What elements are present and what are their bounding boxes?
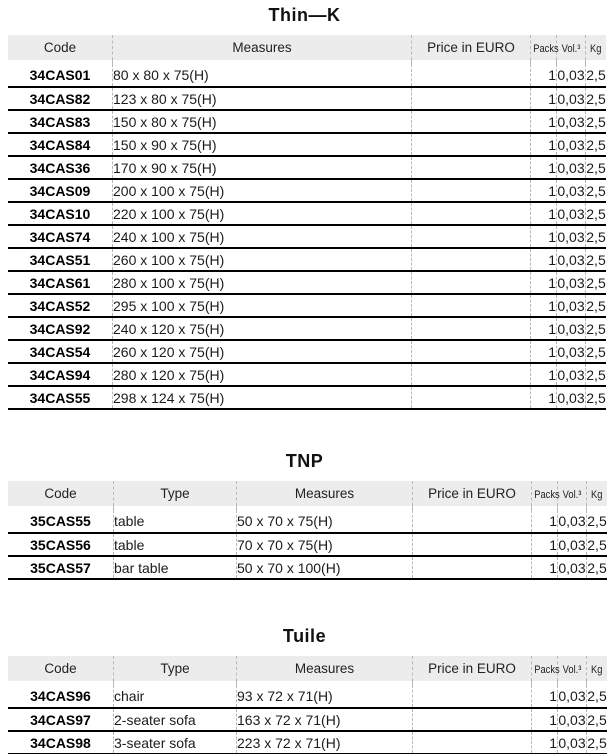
packs-cell: 1	[531, 202, 557, 225]
kg-cell: 2,5	[586, 156, 607, 179]
code-cell: 34CAS74	[8, 225, 113, 248]
measures-cell: 260 x 100 x 75(H)	[113, 248, 412, 271]
kg-column-header	[587, 656, 608, 681]
price-cell	[412, 64, 531, 87]
vol-column-header-label: Vol.³	[562, 664, 582, 676]
packs-column-header	[532, 656, 558, 681]
kg-cell: 2,5	[587, 510, 608, 533]
measures-cell: 50 x 70 x 100(H)	[237, 556, 413, 579]
vol-cell: 0,03	[558, 708, 587, 731]
table-row	[8, 363, 606, 386]
table-body	[8, 506, 607, 579]
code-cell: 34CAS61	[8, 271, 113, 294]
header-row	[8, 656, 607, 681]
price-cell	[412, 317, 531, 340]
packs-column-header-label: Packs	[534, 489, 560, 501]
packs-column-header	[532, 481, 558, 506]
measures-cell: 163 x 72 x 71(H)	[237, 708, 413, 731]
code-cell: 34CAS83	[8, 110, 113, 133]
measures-cell: 170 x 90 x 75(H)	[113, 156, 412, 179]
kg-cell: 2,5	[586, 271, 607, 294]
price-cell	[413, 731, 532, 754]
packs-cell: 1	[531, 64, 557, 87]
table-row	[8, 317, 606, 340]
kg-column-header-label: Kg	[591, 489, 603, 501]
measures-cell: 280 x 100 x 75(H)	[113, 271, 412, 294]
measures-column-header: Measures	[237, 656, 413, 681]
kg-column-header	[587, 481, 608, 506]
kg-cell: 2,5	[587, 731, 608, 754]
packs-cell: 1	[531, 179, 557, 202]
kg-cell: 2,5	[586, 133, 607, 156]
table-header	[8, 481, 607, 506]
measures-cell: 200 x 100 x 75(H)	[113, 179, 412, 202]
packs-cell: 1	[531, 340, 557, 363]
kg-cell: 2,5	[586, 64, 607, 87]
kg-cell: 2,5	[586, 363, 607, 386]
table-row	[8, 510, 607, 533]
packs-cell: 1	[531, 156, 557, 179]
table-row	[8, 225, 606, 248]
table-body	[8, 681, 607, 754]
measures-cell: 123 x 80 x 75(H)	[113, 87, 412, 110]
packs-cell: 1	[531, 317, 557, 340]
code-cell: 34CAS10	[8, 202, 113, 225]
product-table	[8, 481, 607, 580]
packs-cell: 1	[531, 110, 557, 133]
price-cell	[413, 685, 532, 708]
code-cell: 34CAS98	[8, 731, 114, 754]
measures-cell: 220 x 100 x 75(H)	[113, 202, 412, 225]
table-row	[8, 340, 606, 363]
price-cell	[413, 510, 532, 533]
vol-cell: 0,03	[557, 386, 586, 409]
vol-cell: 0,03	[557, 271, 586, 294]
price-cell	[413, 533, 532, 556]
packs-cell: 1	[532, 731, 558, 754]
code-cell: 34CAS92	[8, 317, 113, 340]
vol-column-header-label: Vol.³	[561, 43, 581, 55]
table-row	[8, 110, 606, 133]
price-cell	[412, 179, 531, 202]
price-cell	[413, 556, 532, 579]
measures-cell: 295 x 100 x 75(H)	[113, 294, 412, 317]
packs-cell: 1	[531, 271, 557, 294]
measures-cell: 223 x 72 x 71(H)	[237, 731, 413, 754]
section-title: TNP	[285, 451, 324, 471]
kg-cell: 2,5	[586, 179, 607, 202]
kg-cell: 2,5	[586, 317, 607, 340]
packs-cell: 1	[532, 556, 558, 579]
table-row	[8, 133, 606, 156]
code-cell: 34CAS84	[8, 133, 113, 156]
code-cell: 35CAS57	[8, 556, 114, 579]
price-column-header: Price in EURO	[412, 35, 531, 60]
table-row	[8, 731, 607, 754]
type-cell: table	[114, 533, 237, 556]
kg-cell: 2,5	[586, 202, 607, 225]
vol-cell: 0,03	[558, 556, 587, 579]
vol-cell: 0,03	[558, 685, 587, 708]
vol-cell: 0,03	[557, 317, 586, 340]
section-title: Thin—K	[268, 5, 341, 25]
price-column-header: Price in EURO	[413, 481, 532, 506]
code-cell: 34CAS36	[8, 156, 113, 179]
vol-cell: 0,03	[557, 156, 586, 179]
price-cell	[412, 340, 531, 363]
type-cell: 2-seater sofa	[114, 708, 237, 731]
vol-cell: 0,03	[557, 225, 586, 248]
vol-column-header-label: Vol.³	[562, 489, 582, 501]
kg-cell: 2,5	[586, 225, 607, 248]
vol-cell: 0,03	[558, 533, 587, 556]
code-cell: 34CAS96	[8, 685, 114, 708]
vol-column-header	[557, 35, 586, 60]
code-column-header: Code	[44, 661, 77, 676]
table-row	[8, 87, 606, 110]
code-cell: 34CAS55	[8, 386, 113, 409]
vol-cell: 0,03	[557, 133, 586, 156]
table-row	[8, 248, 606, 271]
kg-cell: 2,5	[587, 685, 608, 708]
measures-cell: 240 x 100 x 75(H)	[113, 225, 412, 248]
section-title: Tuile	[282, 626, 327, 646]
packs-cell: 1	[531, 225, 557, 248]
kg-cell: 2,5	[586, 386, 607, 409]
table-row	[8, 202, 606, 225]
measures-cell: 280 x 120 x 75(H)	[113, 363, 412, 386]
measures-column-header: Measures	[113, 35, 412, 60]
table-row	[8, 179, 606, 202]
measures-cell: 260 x 120 x 75(H)	[113, 340, 412, 363]
vol-cell: 0,03	[557, 64, 586, 87]
kg-cell: 2,5	[586, 294, 607, 317]
vol-cell: 0,03	[557, 202, 586, 225]
price-cell	[412, 294, 531, 317]
code-cell: 34CAS94	[8, 363, 113, 386]
packs-column-header-label: Packs	[534, 664, 560, 676]
code-cell: 35CAS56	[8, 533, 114, 556]
code-cell: 34CAS52	[8, 294, 113, 317]
kg-column-header	[586, 35, 607, 60]
price-cell	[412, 202, 531, 225]
packs-cell: 1	[531, 386, 557, 409]
code-cell: 34CAS97	[8, 708, 114, 731]
measures-cell: 150 x 80 x 75(H)	[113, 110, 412, 133]
price-cell	[412, 248, 531, 271]
vol-cell: 0,03	[557, 179, 586, 202]
code-cell: 34CAS01	[8, 64, 113, 87]
vol-cell: 0,03	[557, 248, 586, 271]
code-cell: 34CAS09	[8, 179, 113, 202]
price-column-header: Price in EURO	[413, 656, 532, 681]
price-cell	[412, 87, 531, 110]
section-tnp	[0, 410, 609, 580]
vol-cell: 0,03	[557, 294, 586, 317]
measures-cell: 93 x 72 x 71(H)	[237, 685, 413, 708]
table-row	[8, 685, 607, 708]
price-cell	[412, 386, 531, 409]
table-row	[8, 708, 607, 731]
table-row	[8, 294, 606, 317]
packs-cell: 1	[531, 363, 557, 386]
packs-cell: 1	[532, 708, 558, 731]
packs-cell: 1	[531, 248, 557, 271]
measures-column-header: Measures	[237, 481, 413, 506]
table-row	[8, 386, 606, 409]
type-cell: chair	[114, 685, 237, 708]
packs-cell: 1	[531, 133, 557, 156]
measures-cell: 150 x 90 x 75(H)	[113, 133, 412, 156]
kg-cell: 2,5	[586, 110, 607, 133]
header-row	[8, 35, 606, 60]
price-cell	[412, 225, 531, 248]
price-cell	[412, 133, 531, 156]
table-row	[8, 156, 606, 179]
kg-cell: 2,5	[587, 708, 608, 731]
kg-cell: 2,5	[586, 248, 607, 271]
product-table	[8, 656, 607, 754]
kg-cell: 2,5	[587, 533, 608, 556]
vol-cell: 0,03	[557, 363, 586, 386]
table-header	[8, 35, 606, 60]
vol-cell: 0,03	[558, 510, 587, 533]
kg-cell: 2,5	[586, 87, 607, 110]
packs-cell: 1	[532, 685, 558, 708]
measures-cell: 298 x 124 x 75(H)	[113, 386, 412, 409]
kg-cell: 2,5	[587, 556, 608, 579]
type-cell: bar table	[114, 556, 237, 579]
header-row	[8, 481, 607, 506]
code-column-header: Code	[44, 486, 77, 501]
vol-column-header	[558, 656, 587, 681]
table-body	[8, 60, 606, 409]
vol-cell: 0,03	[557, 110, 586, 133]
code-column-header: Code	[43, 40, 77, 55]
table-header	[8, 656, 607, 681]
measures-cell: 240 x 120 x 75(H)	[113, 317, 412, 340]
packs-column-header	[531, 35, 557, 60]
vol-cell: 0,03	[557, 87, 586, 110]
packs-cell: 1	[531, 87, 557, 110]
kg-column-header-label: Kg	[590, 43, 602, 55]
vol-cell: 0,03	[558, 731, 587, 754]
table-row	[8, 64, 606, 87]
type-cell: 3-seater sofa	[114, 731, 237, 754]
type-column-header: Type	[114, 656, 237, 681]
vol-cell: 0,03	[557, 340, 586, 363]
kg-cell: 2,5	[586, 340, 607, 363]
product-table	[8, 35, 606, 410]
packs-cell: 1	[532, 533, 558, 556]
code-cell: 34CAS82	[8, 87, 113, 110]
section-tuile	[0, 580, 609, 754]
measures-cell: 80 x 80 x 75(H)	[113, 64, 412, 87]
code-cell: 34CAS51	[8, 248, 113, 271]
vol-column-header	[558, 481, 587, 506]
table-row	[8, 271, 606, 294]
price-cell	[412, 363, 531, 386]
price-cell	[412, 110, 531, 133]
code-cell: 35CAS55	[8, 510, 114, 533]
measures-cell: 50 x 70 x 75(H)	[237, 510, 413, 533]
packs-cell: 1	[531, 294, 557, 317]
packs-cell: 1	[532, 510, 558, 533]
price-cell	[412, 156, 531, 179]
table-row	[8, 533, 607, 556]
code-cell: 34CAS54	[8, 340, 113, 363]
packs-column-header-label: Packs	[533, 43, 559, 55]
measures-cell: 70 x 70 x 75(H)	[237, 533, 413, 556]
type-column-header: Type	[114, 481, 237, 506]
price-cell	[413, 708, 532, 731]
table-row	[8, 556, 607, 579]
type-cell: table	[114, 510, 237, 533]
kg-column-header-label: Kg	[591, 664, 603, 676]
price-cell	[412, 271, 531, 294]
